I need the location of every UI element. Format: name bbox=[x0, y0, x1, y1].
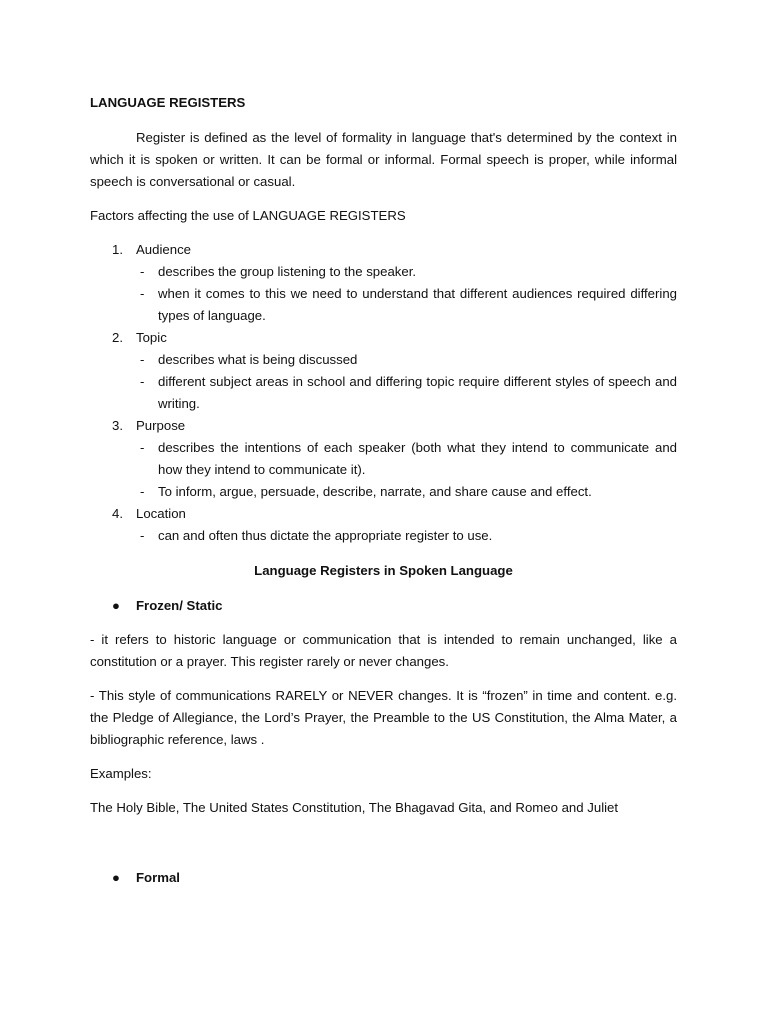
bullet-label: Formal bbox=[136, 870, 180, 885]
factor-number: 3. bbox=[112, 418, 123, 433]
factor-point-text: describes what is being discussed bbox=[158, 352, 358, 367]
bullet-icon: ● bbox=[112, 870, 120, 885]
frozen-details: - This style of communications RARELY or NEVER changes. It is “frozen” in time and content. e.g. the Pledge of Allegiance, the Lord’s Prayer, the Preamble to the US Constitution, the Alma Mater, a bibliographic reference, laws . bbox=[90, 688, 677, 747]
factor-point bbox=[136, 437, 677, 481]
bullet-label: Frozen/ Static bbox=[136, 598, 223, 613]
dash-marker: - bbox=[140, 374, 145, 389]
register-bullet-formal bbox=[90, 867, 677, 889]
factor-point bbox=[136, 261, 677, 283]
factor-points bbox=[136, 525, 677, 547]
spacer bbox=[90, 819, 677, 867]
factor-point-text: To inform, argue, persuade, describe, narrate, and share cause and effect. bbox=[158, 484, 592, 499]
register-bullet-frozen bbox=[90, 595, 677, 617]
dash-marker: - bbox=[140, 440, 145, 455]
factor-label: Location bbox=[136, 506, 186, 521]
factor-point-text: can and often thus dictate the appropriate register to use. bbox=[158, 528, 493, 543]
factor-points bbox=[136, 261, 677, 327]
factor-point-text: describes the intentions of each speaker (both what they intend to communicate and how they intend to communicate it). bbox=[158, 440, 677, 477]
factor-point-text: when it comes to this we need to understand that different audiences required differing types of language. bbox=[158, 286, 677, 323]
dash-marker: - bbox=[140, 352, 145, 367]
factor-number: 2. bbox=[112, 330, 123, 345]
dash-marker: - bbox=[140, 286, 145, 301]
factor-item bbox=[90, 415, 677, 503]
dash-marker: - bbox=[140, 484, 145, 499]
factor-item bbox=[90, 327, 677, 415]
examples-text: The Holy Bible, The United States Constitution, The Bhagavad Gita, and Romeo and Juliet bbox=[90, 800, 619, 815]
examples-label: Examples: bbox=[90, 766, 152, 781]
document-title: LANGUAGE REGISTERS bbox=[90, 95, 246, 110]
factor-number: 4. bbox=[112, 506, 123, 521]
factor-points bbox=[136, 437, 677, 503]
dash-marker: - bbox=[140, 264, 145, 279]
factor-label: Topic bbox=[136, 330, 167, 345]
document-body bbox=[90, 92, 677, 889]
factor-label: Audience bbox=[136, 242, 191, 257]
intro-paragraph: Register is defined as the level of formality in language that's determined by the context in which it is spoken or written. It can be formal or informal. Formal speech is proper, while informal speech is conversational or casual. bbox=[90, 130, 677, 189]
factor-point bbox=[136, 525, 677, 547]
factor-point bbox=[136, 481, 677, 503]
bullet-icon: ● bbox=[112, 598, 120, 613]
factor-point bbox=[136, 349, 677, 371]
factor-points bbox=[136, 349, 677, 415]
factor-item bbox=[90, 503, 677, 547]
factors-heading: Factors affecting the use of LANGUAGE REGISTERS bbox=[90, 208, 406, 223]
dash-marker: - bbox=[140, 528, 145, 543]
factor-point-text: describes the group listening to the speaker. bbox=[158, 264, 417, 279]
frozen-description: - it refers to historic language or communication that is intended to remain unchanged, like a constitution or a prayer. This register rarely or never changes. bbox=[90, 632, 677, 669]
factor-number: 1. bbox=[112, 242, 123, 257]
factors-list bbox=[90, 239, 677, 547]
factor-point-text: different subject areas in school and differing topic require different styles of speech and writing. bbox=[158, 374, 677, 411]
section-heading: Language Registers in Spoken Language bbox=[254, 563, 513, 578]
factor-item bbox=[90, 239, 677, 327]
factor-label: Purpose bbox=[136, 418, 186, 433]
factor-point bbox=[136, 371, 677, 415]
factor-point bbox=[136, 283, 677, 327]
